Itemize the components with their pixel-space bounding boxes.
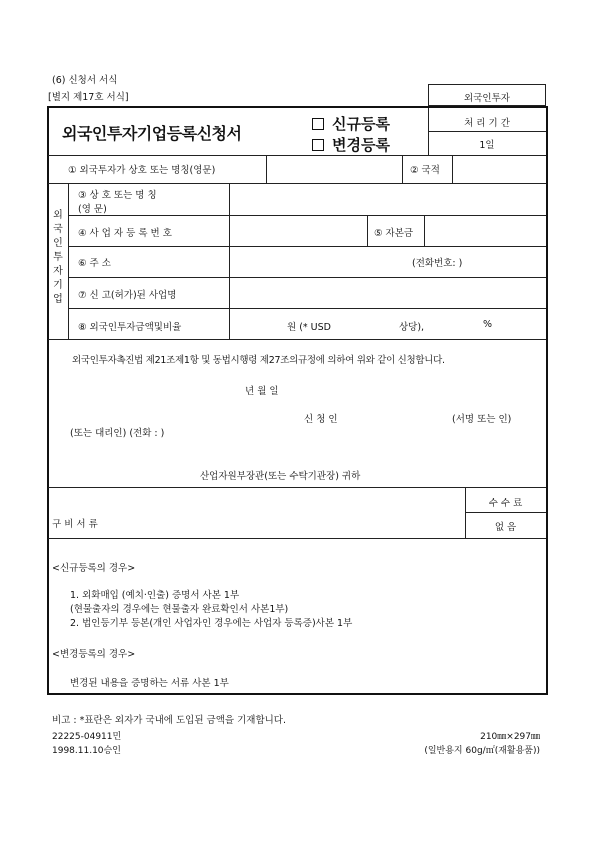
r1-div2 [402,155,403,183]
nationality-label: ② 국적 [410,165,440,176]
fee-label: 수 수 료 [488,498,523,509]
side-label-char: 외 [53,210,63,221]
r7-bottom [69,308,546,309]
company-name-eng-label: (영 문) [78,204,107,215]
statement-bottom [48,487,546,488]
side-label-char: 국 [53,224,63,235]
docs-bottom [48,538,546,539]
recipient-label: 산업자원부장관(또는 수탁기관장) 귀하 [200,471,361,482]
frame-top [47,106,547,108]
application-date[interactable]: 년 월 일 [245,386,279,397]
address-label: ⑥ 주 소 [78,258,111,269]
company-name-field[interactable] [230,184,545,215]
form-number: (6) 신청서 서식 [52,75,118,86]
applicant-label: 신 청 인 [304,414,338,425]
foreign-investor-name-field[interactable] [267,156,401,182]
paper-spec: (일반용지 60g/㎡(재활용품)) [424,746,540,756]
option-new[interactable]: 신규등록 [312,113,390,134]
form-title: 외국인투자기업등록신청서 [62,124,242,143]
approval-date: 1998.11.10승인 [52,746,121,756]
nationality-field[interactable] [453,156,545,182]
business-reg-label: ④ 사 업 자 등 록 번 호 [78,228,172,239]
fee-value: 없 음 [494,522,517,533]
processing-line [428,131,546,132]
investment-amount-label: ⑧ 외국인투자금액및비율 [78,322,182,333]
capital-label: ⑤ 자본금 [374,228,414,239]
new-item-1-note: (현물출자의 경우에는 현물출자 완료확인서 사본1부) [70,604,289,615]
new-item-2: 2. 법인등기부 등본(개인 사업자인 경우에는 사업자 등록증)사본 1부 [70,618,353,629]
address-phone-label: (전화번호: ) [412,258,463,269]
side-label-char: 인 [53,238,63,249]
frame-right [546,106,548,695]
frame-left [47,106,49,695]
processing-value: 1일 [479,140,495,151]
r4-div [367,215,368,246]
change-registration-title: <변경등록의 경우> [52,649,136,660]
signature-label[interactable]: (서명 또는 인) [452,414,512,425]
new-registration-title: <신규등록의 경우> [52,563,136,574]
business-name-field[interactable] [230,278,545,307]
required-docs-label: 구 비 서 류 [52,519,98,530]
address-field[interactable] [230,247,410,276]
side-divider [68,183,69,339]
agent-phone-label: (또는 대리인) (전화 : ) [70,428,165,439]
investment-percent: % [483,319,493,330]
side-label-char: 투 [53,252,63,263]
foreign-investor-name-label: ① 외국투자가 상호 또는 명칭(영문) [68,165,216,176]
paper-size: 210㎜×297㎜ [480,732,540,742]
investment-equiv: 상당), [399,322,425,333]
capital-field[interactable] [425,216,545,245]
business-name-label: ⑦ 신 고(허가)된 사업명 [78,290,177,301]
frame-bottom [47,693,547,695]
office-box [428,84,546,106]
checkbox-new[interactable] [312,118,324,130]
side-label-char: 기 [53,280,63,291]
change-item: 변경된 내용을 증명하는 서류 사본 1부 [70,678,229,689]
investment-won: 원 (* USD [287,322,331,333]
side-label-char: 업 [53,294,63,305]
new-item-1: 1. 외화매입 (예치·인출) 증명서 사본 1부 [70,590,240,601]
side-label-char: 자 [53,266,63,277]
business-reg-field[interactable] [230,216,366,245]
fee-line [465,512,546,513]
office-label: 외국인투자 [464,93,510,104]
application-statement: 외국인투자촉진법 제21조제1항 및 동법시행령 제27조의규정에 의하여 위와 같이 신청합니다. [72,355,445,366]
company-name-label: ③ 상 호 또는 명 칭 [78,190,157,201]
checkbox-change[interactable] [312,139,324,151]
option-change[interactable]: 변경등록 [312,134,390,155]
form-code: 22225-04911민 [52,732,122,742]
remark-note: 비고 : *표란은 외자가 국내에 도입된 금액을 기재합니다. [52,715,287,726]
r8-bottom [48,339,546,340]
appendix-label: [별지 제17호 서식] [48,92,129,103]
processing-label: 처 리 기 간 [464,118,510,129]
